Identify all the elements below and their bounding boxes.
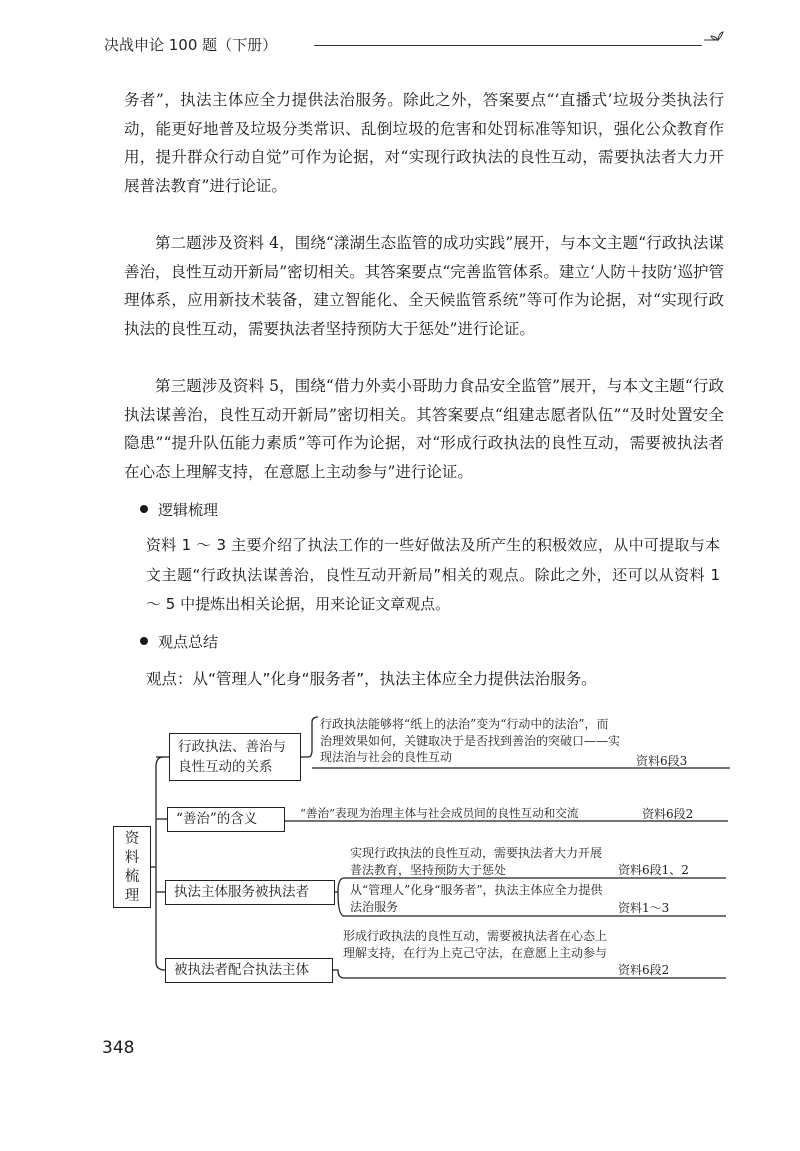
section-heading-logic [140, 499, 218, 520]
section-heading-text: 观点总结 [158, 633, 219, 651]
leaf-text: “善治”表现为治理主体与社会成员间的良性互动和交流 [300, 806, 579, 820]
leaf-source: 资料6段1、2 [618, 863, 689, 877]
book-title: 决战申论 100 题（下册） [104, 36, 278, 54]
branch-enforcer-serves: 执法主体服务被执法者 [165, 880, 335, 905]
page-number: 348 [102, 1038, 135, 1058]
root-char: 资 [124, 831, 140, 847]
root-char: 理 [124, 888, 140, 904]
branch-relationship: 行政执法、善治与良性互动的关系 [169, 733, 301, 781]
leaf-source: 资料6段2 [642, 807, 694, 821]
paragraph-question-3: 第三题涉及资料 5，围绕“借力外卖小哥助力食品安全监管”展开，与本文主题“行政执法谋善治，良性互动开新局”密切相关。其答案要点“组建志愿者队伍”“及时处置安全隐患”“提升队伍能力素质”等可作为论据，对“形成行政执法的良性互动，需要被执法者在心态上理解支持，在意愿上主动参与”进行论证。 [124, 377, 724, 481]
running-header [104, 34, 724, 54]
paragraph-question-2: 第二题涉及资料 4，围绕“漾湖生态监管的成功实践”展开，与本文主题“行政执法谋善治，良性互动开新局”密切相关。其答案要点“完善监管体系。建立‘人防＋技防’巡护管理体系，应用新技术装备，建立智能化、全天候监管系统”等可作为论据，对“实现行政执法的良性互动，需要执法者坚持预防大于惩处”进行论证。 [124, 234, 724, 338]
paragraph-continuation: 务者”，执法主体应全力提供法治服务。除此之外，答案要点“‘直播式’垃圾分类执法行动，能更好地普及垃圾分类常识、乱倒垃圾的危害和处罚标准等知识，强化公众教育作用，提升群众行动自觉”可作为论据，对“实现行政执法的良性互动，需要执法者大力开展普法教育”进行论证。 [124, 91, 724, 195]
leaf-text: 行政执法能够将“纸上的法治”变为“行动中的法治”，而治理效果如何，关键取决于是否找到善治的突破口——实现法治与社会的良性互动 [320, 717, 621, 764]
bullet-icon [140, 637, 148, 645]
leaf-text: 实现行政执法的良性互动，需要执法者大力开展普法教育，坚持预防大于惩处 [350, 846, 603, 877]
leaf-source: 资料6段3 [636, 754, 688, 768]
root-char: 梳 [124, 869, 140, 885]
leaf-text: 从“管理人”化身“服务者”，执法主体应全力提供法治服务 [350, 883, 603, 914]
header-rule [314, 45, 702, 46]
paragraph-logic: 资料 1 ～ 3 主要介绍了执法工作的一些好做法及所产生的积极效应，从中可提取与本文主题“行政执法谋善治，良性互动开新局”相关的观点。除此之外，还可以从资料 1 ～ 5 中提炼出相关论据，用来论证文章观点。 [146, 536, 720, 613]
leaf-text: 形成行政执法的良性互动，需要被执法者在心态上理解支持，在行为上克己守法，在意愿上主动参与 [343, 929, 608, 960]
branch-good-governance-meaning: “善治”的含义 [167, 807, 285, 832]
sprout-icon [702, 28, 724, 50]
leaf-source: 资料6段2 [618, 963, 670, 977]
branch-enforced-cooperates: 被执法者配合执法主体 [165, 958, 333, 983]
section-heading-text: 逻辑梳理 [158, 501, 219, 519]
section-heading-summary [140, 631, 218, 652]
mindmap-root [113, 826, 151, 908]
leaf-source: 资料1～3 [618, 901, 670, 915]
bullet-icon [140, 505, 148, 513]
viewpoint-statement: 观点：从“管理人”化身“服务者”，执法主体应全力提供法治服务。 [146, 670, 597, 688]
root-char: 料 [124, 850, 140, 866]
